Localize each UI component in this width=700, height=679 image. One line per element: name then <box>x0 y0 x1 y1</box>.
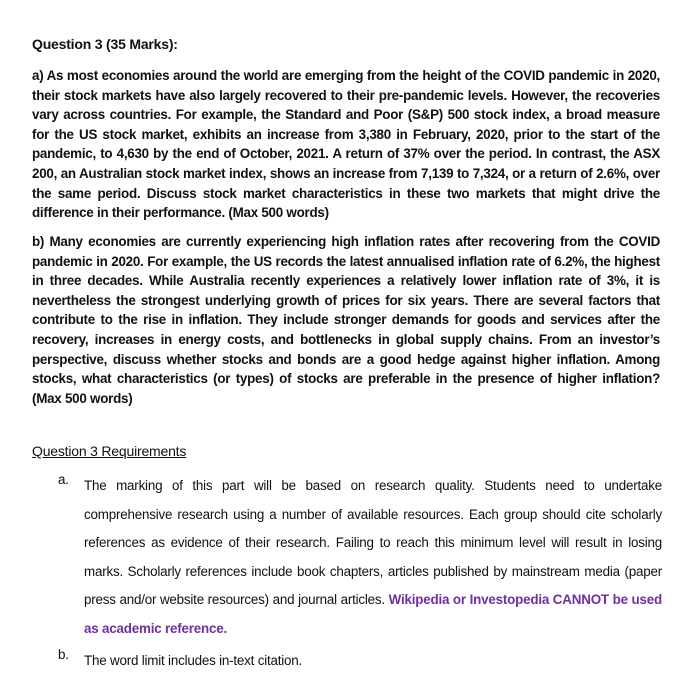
question-part-b: b) Many economies are currently experiencing high inflation rates after recovering from the COVID pandemic in 2020. For example, the US records the latest annualised inflation rate of 6.2%, the highest in three decades. While Australia recently experiences a relatively lower inflation rate of 3%, it is nevertheless the strongest underlying growth of prices for six years. There are several factors that contribute to the rise in inflation. They include stronger demands for goods and services after the recovery, increases in energy costs, and bottlenecks in global supply chains. From an investor’s perspective, discuss whether stocks and bonds are a good hedge against higher inflation. Among stocks, what characteristics (or types) of stocks are preferable in the presence of higher inflation? (Max 500 words) <box>32 234 660 406</box>
requirements-heading: Question 3 Requirements <box>32 443 187 459</box>
list-item-text <box>84 472 662 644</box>
question-title: Question 3 (35 Marks): <box>32 36 178 52</box>
list-item <box>58 472 662 644</box>
requirement-text: The marking of this part will be based on research quality. Students need to undertake comprehensive research using a number of available resources. Each group should cite scholarly references as evidence of their research. Failing to reach this minimum level will result in losing marks. Scholarly references include book chapters, articles published by mainstream media (paper press and/or website resources) and journal articles. <box>84 478 662 608</box>
list-item <box>58 647 662 676</box>
list-marker: a. <box>58 472 69 487</box>
question-part-a: a) As most economies around the world are emerging from the height of the COVID pandemic in 2020, their stock markets have also largely recovered to their pre-pandemic levels. However, the recoveries vary across countries. For example, the Standard and Poor (S&P) 500 stock index, a broad measure for the US stock market, exhibits an increase from 3,380 in February, 2020, prior to the start of the pandemic, to 4,630 by the end of October, 2021. A return of 37% over the period. In contrast, the ASX 200, an Australian stock market index, shows an increase from 7,139 to 7,324, or a return of 2.6%, over the same period. Discuss stock market characteristics in these two markets that might drive the difference in their performance. (Max 500 words) <box>32 68 660 221</box>
requirements-list <box>58 472 662 675</box>
list-item-text: The word limit includes in-text citation. <box>84 652 303 668</box>
highlighted-warning: Wikipedia or Investopedia CANNOT be used as academic reference. <box>84 592 662 636</box>
list-marker: b. <box>58 646 69 662</box>
